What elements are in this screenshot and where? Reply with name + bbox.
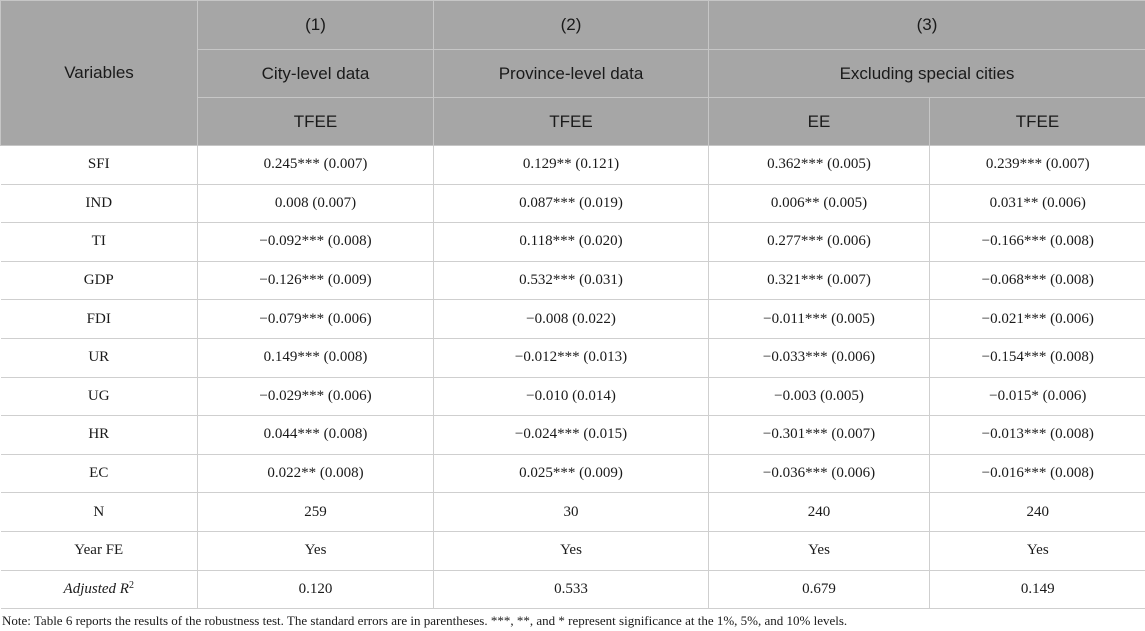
table-cell: Yes <box>709 531 930 570</box>
table-cell: −0.126*** (0.009) <box>198 261 434 300</box>
table-cell: −0.079*** (0.006) <box>198 300 434 339</box>
table-cell: 0.149 <box>930 570 1145 609</box>
table-cell: −0.021*** (0.006) <box>930 300 1145 339</box>
table-note: Note: Table 6 reports the results of the robustness test. The standard errors are in parentheses. ***, **, and * represent significance at the 1%, 5%, and 10% levels. <box>2 613 848 628</box>
adjusted-r2-label: Adjusted R <box>63 581 129 598</box>
header-row-groups <box>1 1 1145 50</box>
table-row <box>1 416 1145 455</box>
table-cell: Yes <box>930 531 1145 570</box>
row-label: IND <box>1 184 198 223</box>
table-cell: −0.068*** (0.008) <box>930 261 1145 300</box>
table-cell: 0.087*** (0.019) <box>434 184 709 223</box>
table-cell: 0.362*** (0.005) <box>709 146 930 185</box>
table-cell: 0.321*** (0.007) <box>709 261 930 300</box>
table-cell: −0.036*** (0.006) <box>709 454 930 493</box>
table-row <box>1 338 1145 377</box>
table-cell: Yes <box>434 531 709 570</box>
row-label: EC <box>1 454 198 493</box>
row-label: FDI <box>1 300 198 339</box>
row-label: TI <box>1 223 198 262</box>
row-label: UG <box>1 377 198 416</box>
table-cell: −0.015* (0.006) <box>930 377 1145 416</box>
table-cell: 0.008 (0.007) <box>198 184 434 223</box>
column-header: TFEE <box>434 98 709 146</box>
table-cell: −0.024*** (0.015) <box>434 416 709 455</box>
subgroup-header-excluding: Excluding special cities <box>709 50 1145 98</box>
table-cell: −0.166*** (0.008) <box>930 223 1145 262</box>
table-cell: 240 <box>709 493 930 532</box>
column-header: TFEE <box>198 98 434 146</box>
table-cell: 0.277*** (0.006) <box>709 223 930 262</box>
table-row <box>1 493 1145 532</box>
table-row-adjusted-r2 <box>1 570 1145 609</box>
table-cell: 0.129** (0.121) <box>434 146 709 185</box>
table-cell: −0.012*** (0.013) <box>434 338 709 377</box>
table-cell: −0.092*** (0.008) <box>198 223 434 262</box>
row-label: GDP <box>1 261 198 300</box>
table-row <box>1 261 1145 300</box>
table-cell: 0.245*** (0.007) <box>198 146 434 185</box>
table-cell: 0.006** (0.005) <box>709 184 930 223</box>
table-body <box>1 146 1145 609</box>
table-cell: −0.016*** (0.008) <box>930 454 1145 493</box>
table-row <box>1 531 1145 570</box>
group-header-2: (2) <box>434 1 709 50</box>
group-header-1: (1) <box>198 1 434 50</box>
table-cell: −0.011*** (0.005) <box>709 300 930 339</box>
table-cell: 0.118*** (0.020) <box>434 223 709 262</box>
column-header: EE <box>709 98 930 146</box>
table-cell: 0.022** (0.008) <box>198 454 434 493</box>
variables-header: Variables <box>1 1 198 146</box>
table-cell: −0.029*** (0.006) <box>198 377 434 416</box>
table-cell: −0.033*** (0.006) <box>709 338 930 377</box>
table-row <box>1 377 1145 416</box>
table-row <box>1 223 1145 262</box>
table-row <box>1 146 1145 185</box>
row-label: SFI <box>1 146 198 185</box>
table-cell: 30 <box>434 493 709 532</box>
table-cell: 0.239*** (0.007) <box>930 146 1145 185</box>
row-label: Year FE <box>1 531 198 570</box>
table-cell: 0.025*** (0.009) <box>434 454 709 493</box>
table-cell: 0.149*** (0.008) <box>198 338 434 377</box>
column-header: TFEE <box>930 98 1145 146</box>
table-cell: 0.679 <box>709 570 930 609</box>
table-cell: −0.010 (0.014) <box>434 377 709 416</box>
subgroup-header-province: Province-level data <box>434 50 709 98</box>
table-cell: 259 <box>198 493 434 532</box>
table-row <box>1 300 1145 339</box>
row-label: N <box>1 493 198 532</box>
table-cell: 0.533 <box>434 570 709 609</box>
table-cell: −0.008 (0.022) <box>434 300 709 339</box>
table-cell: Yes <box>198 531 434 570</box>
table-cell: 0.532*** (0.031) <box>434 261 709 300</box>
table-cell: −0.154*** (0.008) <box>930 338 1145 377</box>
table-cell: −0.301*** (0.007) <box>709 416 930 455</box>
table-row <box>1 184 1145 223</box>
table-row <box>1 454 1145 493</box>
table-cell: −0.003 (0.005) <box>709 377 930 416</box>
row-label: HR <box>1 416 198 455</box>
subgroup-header-city: City-level data <box>198 50 434 98</box>
table-cell: 0.044*** (0.008) <box>198 416 434 455</box>
table-cell: 240 <box>930 493 1145 532</box>
row-label-adjusted-r2 <box>1 570 198 609</box>
group-header-3: (3) <box>709 1 1145 50</box>
table-cell: 0.031** (0.006) <box>930 184 1145 223</box>
r2-superscript: 2 <box>128 580 134 592</box>
table-cell: 0.120 <box>198 570 434 609</box>
table-cell: −0.013*** (0.008) <box>930 416 1145 455</box>
row-label: UR <box>1 338 198 377</box>
